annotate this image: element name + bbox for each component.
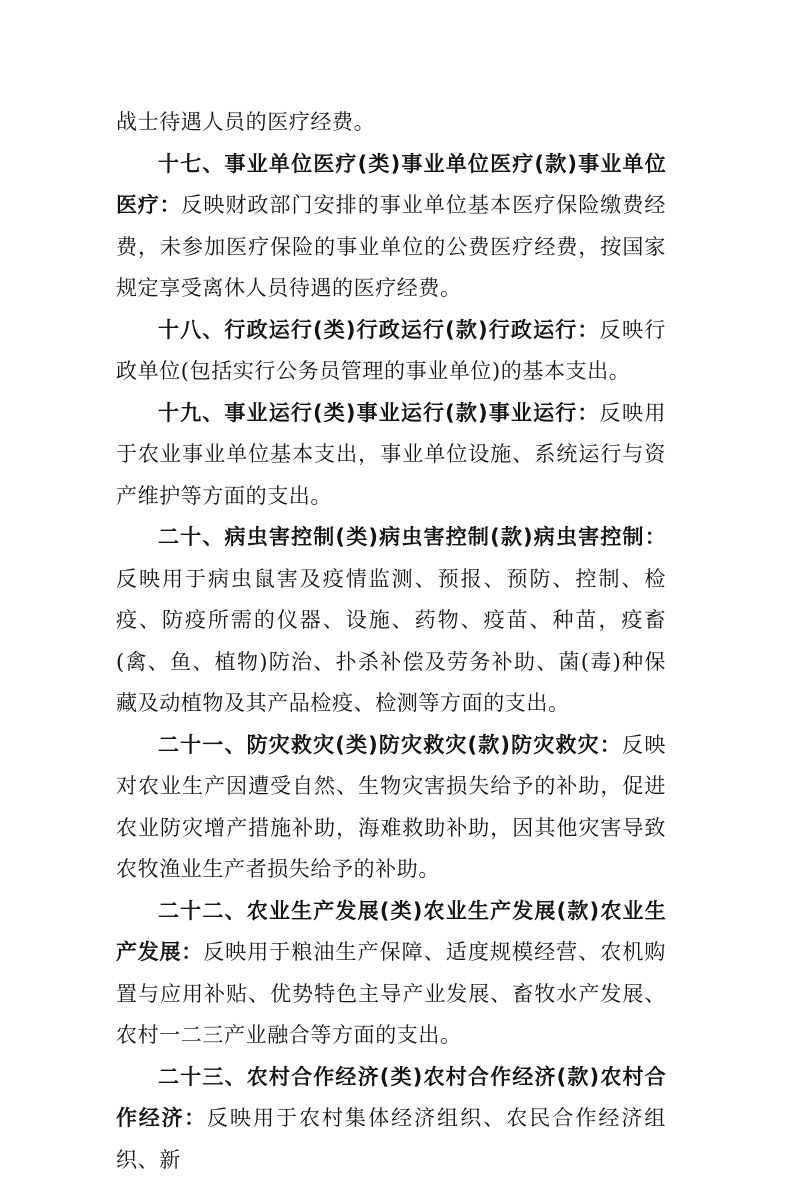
paragraph-item-18 (116, 310, 666, 393)
paragraph-item-22 (116, 891, 666, 1057)
item-text: 反映用于病虫鼠害及疫情监测、预报、预防、控制、检疫、防疫所需的仪器、设施、药物、疫苗、种苗，疫畜(禽、鱼、植物)防治、扑杀补偿及劳务补助、菌(毒)种保藏及动植物及其产品检疫、检测等方面的支出。 (116, 567, 666, 716)
item-heading: 二十一、防灾救灾(类)防灾救灾(款)防灾救灾： (158, 733, 622, 757)
item-heading: 十七、事业单位医疗(类)事业单位医疗(款)事业单位医疗： (116, 152, 666, 218)
item-text: 反映对农业生产因遭受自然、生物灾害损失给予的补助，促进农业防灾增产措施补助，海难救助补助，因其他灾害导致农牧渔业生产者损失给予的补助。 (116, 733, 666, 882)
paragraph-text: 战士待遇人员的医疗经费。 (116, 110, 375, 134)
item-text: 反映行政单位(包括实行公务员管理的事业单位)的基本支出。 (116, 318, 666, 384)
paragraph-continuation (116, 102, 666, 144)
item-text: 反映用于农村集体经济组织、农民合作经济组织、新 (116, 1106, 666, 1172)
item-text: 反映用于粮油生产保障、适度规模经营、农机购置与应用补贴、优势特色主导产业发展、畜牧水产发展、农村一二三产业融合等方面的支出。 (116, 940, 666, 1047)
item-text: 反映财政部门安排的事业单位基本医疗保险缴费经费，未参加医疗保险的事业单位的公费医疗经费，按国家规定享受离休人员待遇的医疗经费。 (116, 193, 666, 300)
item-heading: 二十三、农村合作经济(类)农村合作经济(款)农村合作经济： (116, 1065, 666, 1131)
item-heading: 十九、事业运行(类)事业运行(款)事业运行： (158, 401, 600, 425)
item-heading: 十八、行政运行(类)行政运行(款)行政运行： (158, 318, 600, 342)
paragraph-item-17 (116, 144, 666, 310)
paragraph-item-23 (116, 1057, 666, 1181)
paragraph-item-21 (116, 725, 666, 891)
item-text: 反映用于农业事业单位基本支出，事业单位设施、系统运行与资产维护等方面的支出。 (116, 401, 666, 508)
item-heading: 二十二、农业生产发展(类)农业生产发展(款)农业生产发展： (116, 899, 666, 965)
item-heading: 二十、病虫害控制(类)病虫害控制(款)病虫害控制： (158, 525, 666, 549)
paragraph-item-19 (116, 393, 666, 518)
paragraph-item-20 (116, 517, 666, 725)
document-body (116, 102, 666, 1181)
